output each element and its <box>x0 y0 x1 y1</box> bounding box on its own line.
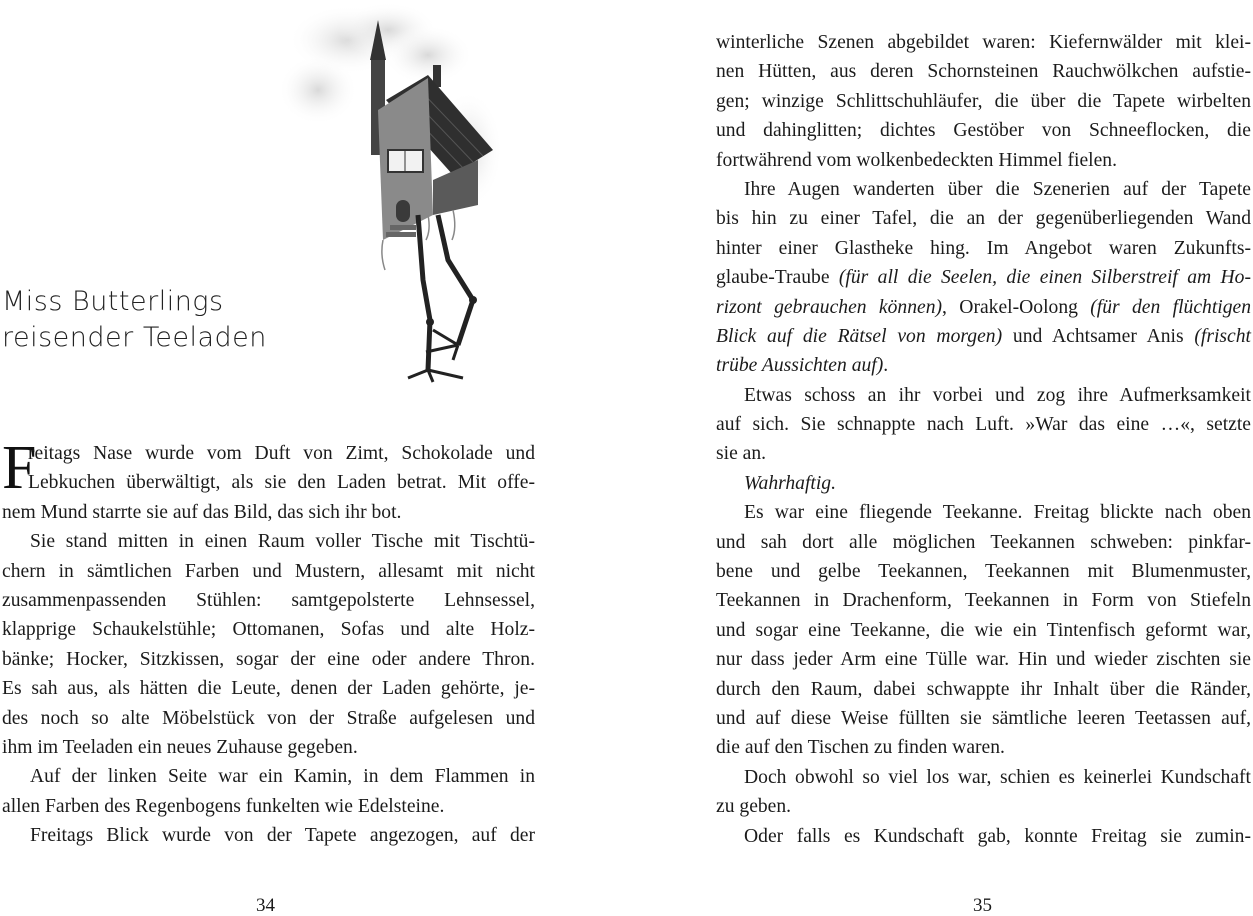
text-line <box>716 469 1251 498</box>
text-line: des noch so alte Möbelstück von der Straße aufgelesen und <box>2 707 535 729</box>
right-page <box>626 0 1253 916</box>
drop-cap: F <box>2 434 37 502</box>
text-line: hinter einer Glastheke hing. Im Angebot waren Zukunfts- <box>716 237 1251 259</box>
text-line: Es sah aus, als hätten die Leute, denen der Laden gehörte, je- <box>2 678 535 700</box>
text-line: und dahinglitten; dichtes Gestöber von Schneeflocken, die <box>716 120 1251 142</box>
chapter-title-line-1: Miss Butterlings <box>2 286 224 317</box>
text-line: und auf diese Weise füllten sie sämtliche leeren Teetassen auf, <box>716 707 1251 729</box>
text-line: allen Farben des Regenbogens funkelten wie Edelsteine. <box>2 795 445 817</box>
text-line: gen; winzige Schlittschuhläufer, die über die Tapete wirbelten <box>716 90 1251 112</box>
page-number-right: 35 <box>973 895 992 916</box>
text-line: Doch obwohl so viel los war, schien es keinerlei Kundschaft <box>744 766 1251 788</box>
text-line: chern in sämtlichen Farben und Mustern, allesamt mit nicht <box>2 560 535 582</box>
text-line: zu geben. <box>716 796 792 818</box>
text-line: Ihre Augen wanderten über die Szenerien auf der Tapete <box>744 178 1251 200</box>
text-line: winterliche Szenen abgebildet waren: Kiefernwälder mit klei- <box>716 32 1251 53</box>
text-line: Es war eine fliegende Teekanne. Freitag blickte nach oben <box>744 502 1251 524</box>
text-line: nem Mund starrte sie auf das Bild, das sich ihr bot. <box>2 501 402 523</box>
text-line: Teekannen in Drachenform, Teekannen in Form von Stiefeln <box>716 590 1251 612</box>
italic-run: Wahrhaftig. <box>744 472 837 494</box>
text-line: die auf den Tischen zu finden waren. <box>716 737 1005 759</box>
text-line: zusammenpassenden Stühlen: samtgepolsterte Lehnsessel, <box>2 589 535 611</box>
text-line: Lebkuchen überwältigt, als sie den Laden betrat. Mit offe- <box>28 472 535 494</box>
text-line: reitags Nase wurde vom Duft von Zimt, Schokolade und <box>28 443 535 464</box>
text-line: Sie stand mitten in einen Raum voller Tische mit Tischtü- <box>30 531 535 553</box>
chapter-title-line-2: reisender Teeladen <box>2 322 267 353</box>
text-run: und Achtsamer Anis <box>1002 325 1195 347</box>
chapter-title <box>2 284 272 356</box>
text-run: glaube-Traube <box>716 267 839 289</box>
text-line: Etwas schoss an ihr vorbei und zog ihre Aufmerksamkeit <box>744 384 1251 406</box>
italic-run: Blick auf die Rätsel von morgen) <box>716 325 1003 347</box>
right-body-text <box>716 28 1251 851</box>
text-line: und sah dort alle möglichen Teekannen schweben: pinkfar- <box>716 531 1251 553</box>
text-line: auf sich. Sie schnappte nach Luft. »War das eine …«, setzte <box>716 414 1251 436</box>
text-line: Auf der linken Seite war ein Kamin, in dem Flammen in <box>30 766 535 788</box>
text-line: Oder falls es Kundschaft gab, konnte Freitag sie zumin- <box>744 825 1251 847</box>
text-line: bis hin zu einer Tafel, die an der gegenüberliegenden Wand <box>716 208 1251 230</box>
text-run: , Orakel-Oolong <box>942 296 1091 318</box>
italic-run: (für den flüchtigen <box>1090 296 1252 318</box>
text-line <box>716 351 1251 380</box>
italic-run: (frischt <box>1194 325 1251 347</box>
text-line: bene und gelbe Teekannen, Teekannen mit Blumenmuster, <box>716 561 1251 583</box>
text-line: klapprige Schaukelstühle; Ottomanen, Sofas und alte Holz- <box>2 619 535 641</box>
text-line: und sogar eine Teekanne, die wie ein Tintenfisch geformt war, <box>716 619 1251 641</box>
text-line <box>716 263 1251 292</box>
text-line: bänke; Hocker, Sitzkissen, sogar der eine oder andere Thron. <box>2 648 535 670</box>
text-line: Freitags Blick wurde von der Tapete angezogen, auf der <box>30 825 535 847</box>
text-line: durch den Raum, dabei schwappte ihr Inhalt über die Ränder, <box>716 678 1251 700</box>
text-line: ihm im Teeladen ein neues Zuhause gegeben. <box>2 736 358 758</box>
text-line: nen Hütten, aus deren Schornsteinen Rauchwölkchen aufstie- <box>716 61 1251 83</box>
walking-teahouse-illustration <box>278 0 518 385</box>
text-line <box>716 322 1251 351</box>
left-page <box>0 0 626 916</box>
italic-run: trübe Aussichten auf) <box>716 355 884 377</box>
left-body-text <box>2 434 535 850</box>
text-line: nur dass jeder Arm eine Tülle war. Hin und wieder zischten sie <box>716 649 1251 671</box>
page-number-left: 34 <box>256 895 275 916</box>
text-line <box>716 293 1251 322</box>
italic-run: rizont gebrauchen können) <box>716 296 943 318</box>
text-run: . <box>883 355 889 377</box>
text-line: fortwährend vom wolkenbedeckten Himmel fielen. <box>716 149 1117 171</box>
italic-run: (für all die Seelen, die einen Silberstreif am Ho- <box>838 267 1251 289</box>
text-line: sie an. <box>716 443 767 465</box>
